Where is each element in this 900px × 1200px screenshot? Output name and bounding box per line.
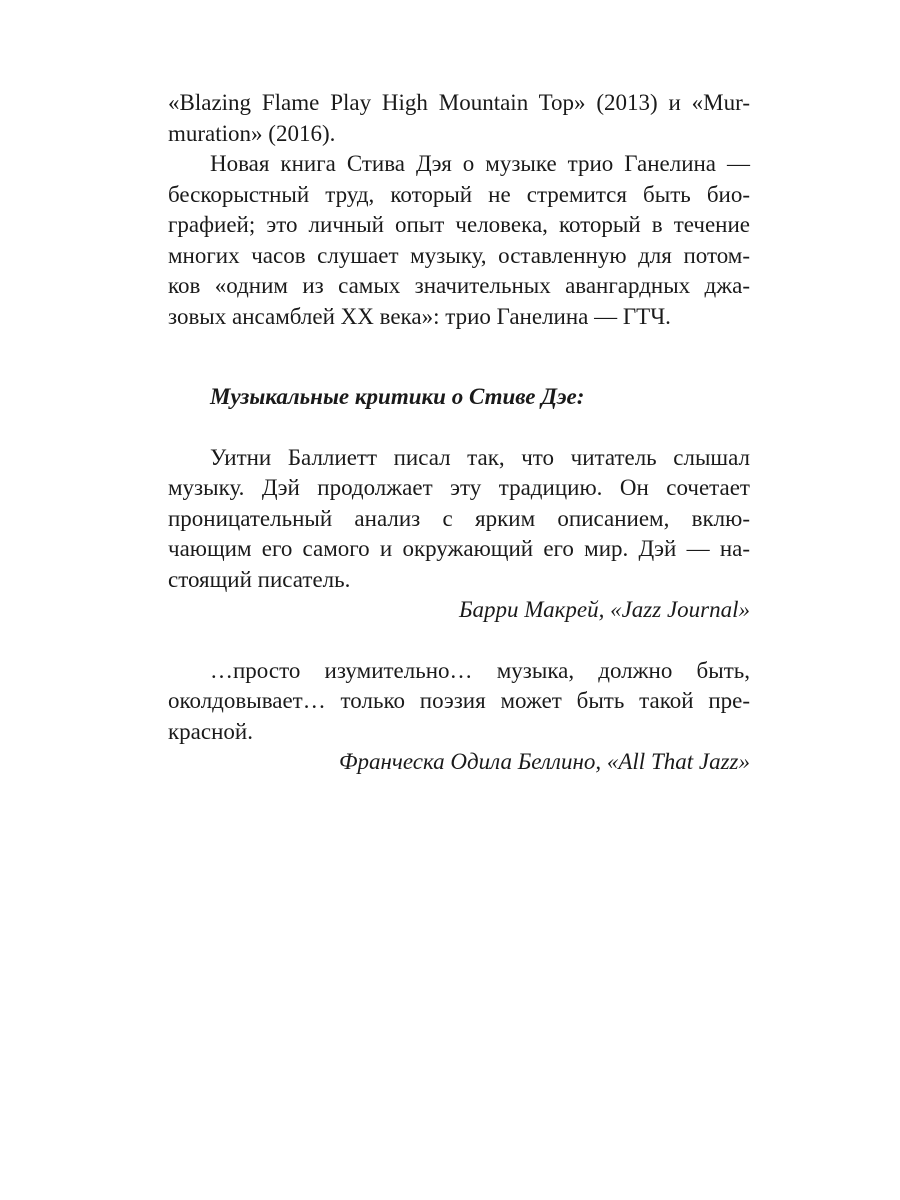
text-line: околдовывает… только поэзия может быть такой пре-	[168, 688, 750, 713]
section-spacer	[168, 626, 750, 656]
text-line: графией; это личный опыт человека, который в течение	[168, 212, 750, 237]
review-attribution: Франческа Одила Беллино, «All That Jazz»	[338, 749, 750, 774]
text-line: зовых ансамблей XX века»: трио Ганелина — ГТЧ.	[168, 303, 671, 329]
text-line: Новая книга Стива Дэя о музыке трио Ганелина —	[210, 151, 750, 176]
text-line: проницательный анализ с ярким описанием, вклю-	[168, 505, 750, 531]
text-line: Уитни Баллиетт писал так, что читатель слышал	[210, 444, 750, 470]
text-line: «Blazing Flame Play High Mountain Top» (2013) и «Mur-	[168, 90, 750, 115]
book-page	[168, 88, 750, 778]
text-line: чающим его самого и окружающий его мир. Дэй — на-	[168, 536, 750, 561]
review-quote	[168, 443, 750, 626]
section-spacer	[168, 332, 750, 382]
review-quote	[168, 656, 750, 778]
review-attribution: Барри Макрей, «Jazz Journal»	[458, 597, 750, 622]
text-line: бескорыстный труд, который не стремится быть био-	[168, 181, 750, 207]
text-line: ков «одним из самых значительных авангардных джа-	[168, 273, 750, 298]
text-line: muration» (2016).	[168, 120, 336, 146]
text-line: музыку. Дэй продолжает эту традицию. Он сочетает	[168, 475, 750, 500]
text-line: красной.	[168, 718, 253, 744]
book-description-paragraph	[168, 149, 750, 332]
critics-heading: Музыкальные критики о Стиве Дэе:	[210, 384, 585, 409]
text-line: …просто изумительно… музыка, должно быть,	[210, 657, 750, 683]
section-spacer	[168, 413, 750, 443]
text-line: стоящий писатель.	[168, 566, 351, 592]
text-line: многих часов слушает музыку, оставленную для потом-	[168, 242, 750, 268]
intro-paragraph	[168, 88, 750, 149]
